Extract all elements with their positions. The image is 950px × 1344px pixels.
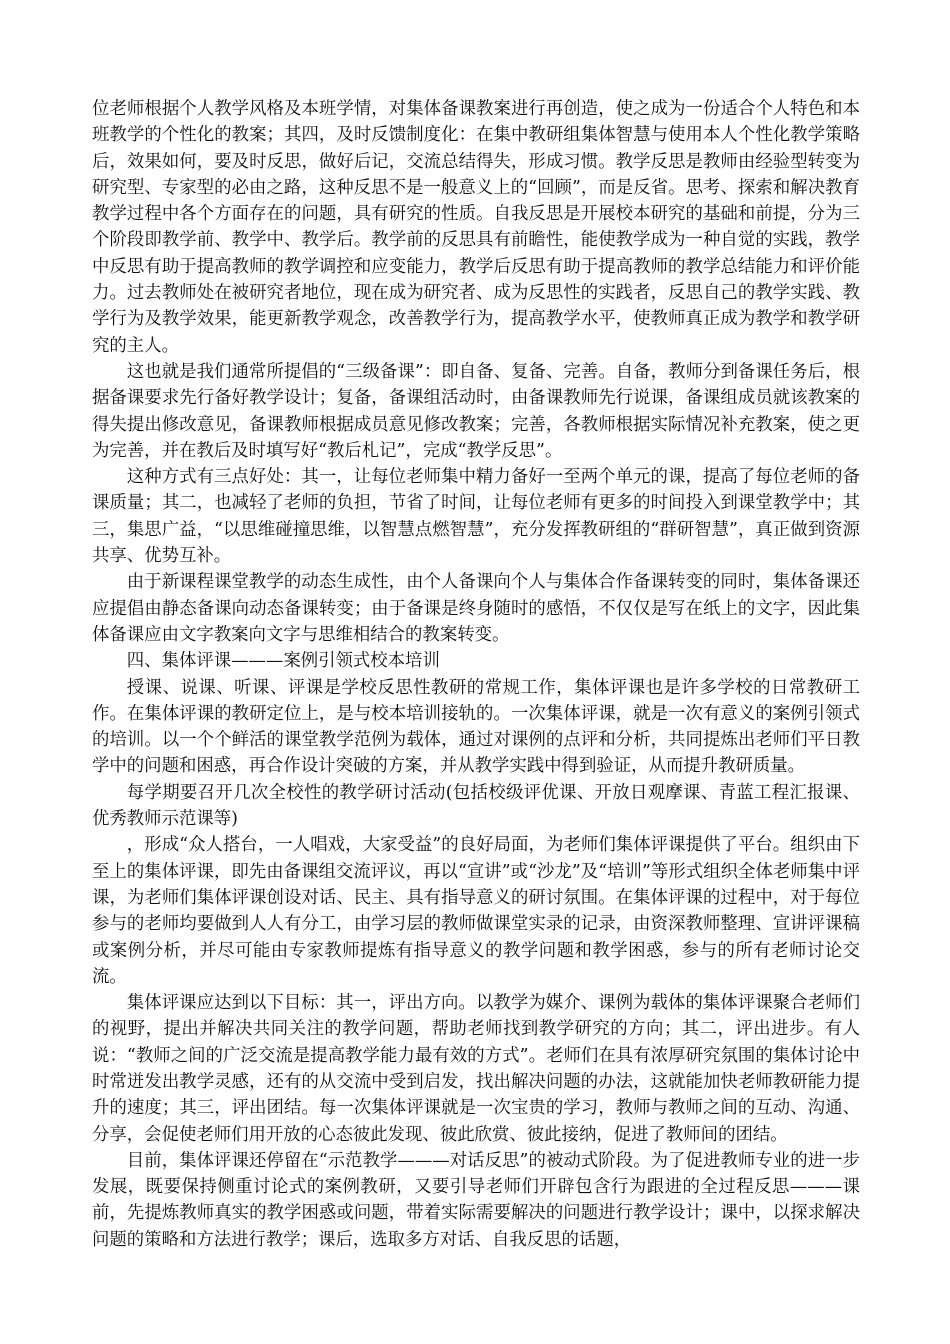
paragraph: 集体评课应达到以下目标：其一，评出方向。以教学为媒介、课例为载体的集体评课聚合老师们的视野，提出并解决共同关注的教学问题，帮助老师找到教学研究的方向；其二，评出进步。有人说：“教师之间的广泛交流是提高教学能力最有效的方式”。老师们在具有浓厚研究氛围的集体讨论中时常迸发出教学灵感，还有的从交流中受到启发，找出解决问题的办法，这就能加快老师教研能力提升的速度；其三，评出团结。每一次集体评课就是一次宝贵的学习，教师与教师之间的互动、沟通、分享，会促使老师们用开放的心态彼此发现、彼此欣赏、彼此接纳，促进了教师间的团结。 (92, 993, 860, 1145)
paragraph: 这也就是我们通常所提倡的“三级备课”：即自备、复备、完善。自备，教师分到备课任务后，根据备课要求先行备好教学设计；复备，备课组活动时，由备课教师先行说课，备课组成员就该教案的得失提出修改意见，备课教师根据成员意见修改教案；完善，各教师根据实际情况补充教案，使之更为完善，并在教后及时填写好“教后札记”，完成“教学反思”。 (92, 361, 860, 461)
paragraph: 每学期要召开几次全校性的教学研讨活动(包括校级评优课、开放日观摩课、青蓝工程汇报课、优秀教师示范课等) (92, 782, 860, 830)
section-heading: 四、集体评课———案例引领式校本培训 (126, 651, 440, 672)
paragraph: ，形成“众人搭台，一人唱戏，大家受益”的良好局面，为老师们集体评课提供了平台。组织由下至上的集体评课，即先由备课组交流评议，再以“宣讲”或“沙龙”及“培训”等形式组织全体老师集中评课，为老师们集体评课创设对话、民主、具有指导意义的研讨氛围。在集体评课的过程中，对于每位参与的老师均要做到人人有分工，由学习层的教师做课堂实录的记录，由资深教师整理、宣讲评课稿或案例分析，并尽可能由专家教师提炼有指导意义的教学问题和教学困惑，参与的所有老师讨论交流。 (92, 835, 860, 987)
paragraph: 授课、说课、听课、评课是学校反思性教研的常规工作，集体评课也是许多学校的日常教研工作。在集体评课的教研定位上，是与校本培训接轨的。一次集体评课，就是一次有意义的案例引领式的培训。以一个个鲜活的课堂教学范例为载体，通过对课例的点评和分析，共同提炼出老师们平日教学中的问题和困惑，再合作设计突破的方案，并从教学实践中得到验证，从而提升教研质量。 (92, 677, 860, 777)
paragraph: 由于新课程课堂教学的动态生成性，由个人备课向个人与集体合作备课转变的同时，集体备课还应提倡由静态备课向动态备课转变；由于备课是终身随时的感悟，不仅仅是写在纸上的文字，因此集体备课应由文字教案向文字与思维相结合的教案转变。 (92, 572, 860, 645)
paragraph: 这种方式有三点好处：其一，让每位老师集中精力备好一至两个单元的课，提高了每位老师的备课质量；其二，也减轻了老师的负担，节省了时间，让每位老师有更多的时间投入到课堂教学中；其三，集思广益，“以思维碰撞思维，以智慧点燃智慧”，充分发挥教研组的“群研智慧”，真正做到资源共享、优势互补。 (92, 467, 860, 567)
paragraph: 目前，集体评课还停留在“示范教学———对话反思”的被动式阶段。为了促进教师专业的进一步发展，既要保持侧重讨论式的案例教研，又要引导老师们开辟包含行为跟进的全过程反思———课前，先提炼教师真实的教学困惑或问题，带着实际需要解决的问题进行教学设计；课中，以探求解决问题的策略和方法进行教学；课后，选取多方对话、自我反思的话题， (92, 1150, 860, 1250)
paragraph: 位老师根据个人教学风格及本班学情，对集体备课教案进行再创造，使之成为一份适合个人特色和本班教学的个性化的教案；其四，及时反馈制度化：在集中教研组集体智慧与使用本人个性化教学策略后，效果如何，要及时反思，做好后记，交流总结得失，形成习惯。教学反思是教师由经验型转变为研究型、专家型的必由之路，这种反思不是一般意义上的“回顾”，而是反省。思考、探索和解决教育教学过程中各个方面存在的问题，具有研究的性质。自我反思是开展校本研究的基础和前提，分为三个阶段即教学前、教学中、教学后。教学前的反思具有前瞻性，能使教学成为一种自觉的实践，教学中反思有助于提高教师的教学调控和应变能力，教学后反思有助于提高教师的教学总结能力和评价能力。过去教师处在被研究者地位，现在成为研究者、成为反思性的实践者，反思自己的教学实践、教学行为及教学效果，能更新教学观念，改善教学行为，提高教学水平，使教师真正成为教学和教学研究的主人。 (92, 99, 860, 356)
document-body (92, 96, 860, 1253)
